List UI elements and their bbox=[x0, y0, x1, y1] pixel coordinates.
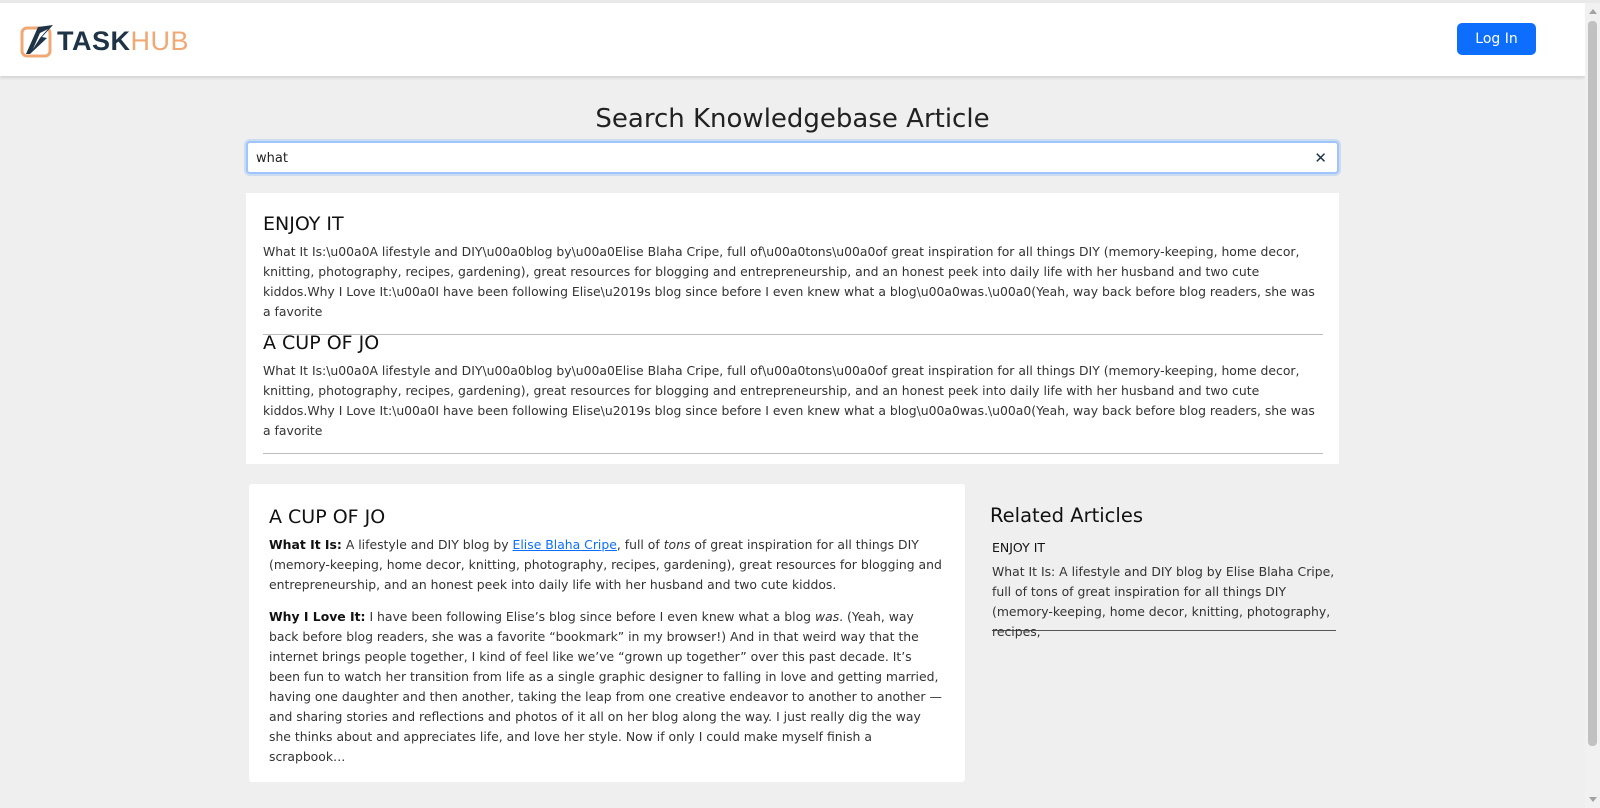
search-results-panel bbox=[246, 193, 1339, 464]
article-text: . (Yeah, way back before blog readers, she was a favorite “bookmark” in my browser!) And in that weird way that the internet brings people together, I kind of feel like we’ve “grown up together” over this past decade. It’s been fun to watch her transition from life as a single graphic designer to falling in love and getting married, having one daughter and then another, taking the leap from one creative endeavor to another to another — and sharing stories and reflections and photos of it all on her blog along the way. I just really dig the way she thinks about and appreciates life, and love her style. Now if only I could make myself finish a scrapbook… bbox=[269, 609, 942, 764]
logo-text-task: TASK bbox=[57, 25, 131, 56]
article-card bbox=[249, 484, 965, 782]
clear-search-icon[interactable]: ✕ bbox=[1314, 149, 1327, 167]
top-navbar bbox=[0, 3, 1585, 76]
what-it-is-label: What It Is: bbox=[269, 537, 342, 552]
search-result-snippet: What It Is:\u00a0A lifestyle and DIY\u00a0blog by\u00a0Elise Blaha Cripe, full of\u00a0tons\u00a0of great inspiration for all things DIY (memory-keeping, home decor, knitting, photography, recipes, gardening), great resources for blogging and entrepreneurship, and an honest peek into daily life with her husband and two cute kiddos.Why I Love It:\u00a0I have been following Elise\u2019s blog since before I even knew what a blog\u00a0was.\u00a0(Yeah, way back before blog readers, she was a favorite bbox=[263, 244, 1315, 319]
taskhub-logo[interactable] bbox=[20, 23, 189, 59]
search-result-snippet: What It Is:\u00a0A lifestyle and DIY\u00a0blog by\u00a0Elise Blaha Cripe, full of\u00a0tons\u00a0of great inspiration for all things DIY (memory-keeping, home decor, knitting, photography, recipes, gardening), great resources for blogging and entrepreneurship, and an honest peek into daily life with her husband and two cute kiddos.Why I Love It:\u00a0I have been following Elise\u2019s blog since before I even knew what a blog\u00a0was.\u00a0(Yeah, way back before blog readers, she was a favorite bbox=[263, 363, 1315, 438]
related-article-snippet: What It Is: A lifestyle and DIY blog by Elise Blaha Cripe, full of tons of great inspiration for all things DIY (memory-keeping, home decor, knitting, photography, recipes, bbox=[992, 564, 1335, 639]
search-box[interactable] bbox=[246, 141, 1339, 174]
why-i-love-it-label: Why I Love It: bbox=[269, 609, 366, 624]
article-emphasis: was bbox=[814, 609, 840, 624]
article-text: A lifestyle and DIY blog by bbox=[341, 537, 513, 552]
related-articles-section bbox=[990, 504, 1336, 639]
page-scrollbar[interactable] bbox=[1585, 3, 1600, 808]
article-text: I have been following Elise’s blog since before I even knew what a blog bbox=[365, 609, 815, 624]
related-article-title[interactable]: ENJOY IT bbox=[992, 540, 1046, 555]
taskhub-logo-icon bbox=[20, 23, 56, 59]
article-text: of great inspiration for all things DIY (memory-keeping, home decor, knitting, photography, recipes, gardening), great resources for blogging and entrepreneurship, and an honest peek into daily life with her husband and two cute kiddos. bbox=[269, 537, 942, 592]
search-result-title[interactable]: ENJOY IT bbox=[263, 213, 344, 235]
search-result-title[interactable]: A CUP OF JO bbox=[263, 332, 380, 354]
article-paragraph-why-i-love-it bbox=[269, 607, 945, 767]
page-title: Search Knowledgebase Article bbox=[595, 104, 990, 134]
search-result-item[interactable] bbox=[263, 213, 1323, 335]
scrollbar-thumb[interactable] bbox=[1588, 21, 1597, 746]
search-input[interactable] bbox=[256, 148, 1296, 168]
author-link[interactable]: Elise Blaha Cripe bbox=[512, 537, 617, 552]
article-paragraph-what-it-is bbox=[269, 535, 945, 595]
related-articles-heading: Related Articles bbox=[990, 504, 1143, 527]
search-result-item[interactable] bbox=[263, 332, 1323, 454]
related-article-item[interactable] bbox=[992, 540, 1336, 639]
article-title: A CUP OF JO bbox=[269, 506, 386, 528]
article-text: , full of bbox=[616, 537, 664, 552]
login-button[interactable]: Log In bbox=[1457, 23, 1536, 55]
scroll-up-arrow-icon[interactable] bbox=[1589, 9, 1597, 14]
scroll-down-arrow-icon[interactable] bbox=[1589, 797, 1597, 802]
article-emphasis: tons bbox=[663, 537, 691, 552]
logo-text-hub: HUB bbox=[130, 25, 190, 56]
